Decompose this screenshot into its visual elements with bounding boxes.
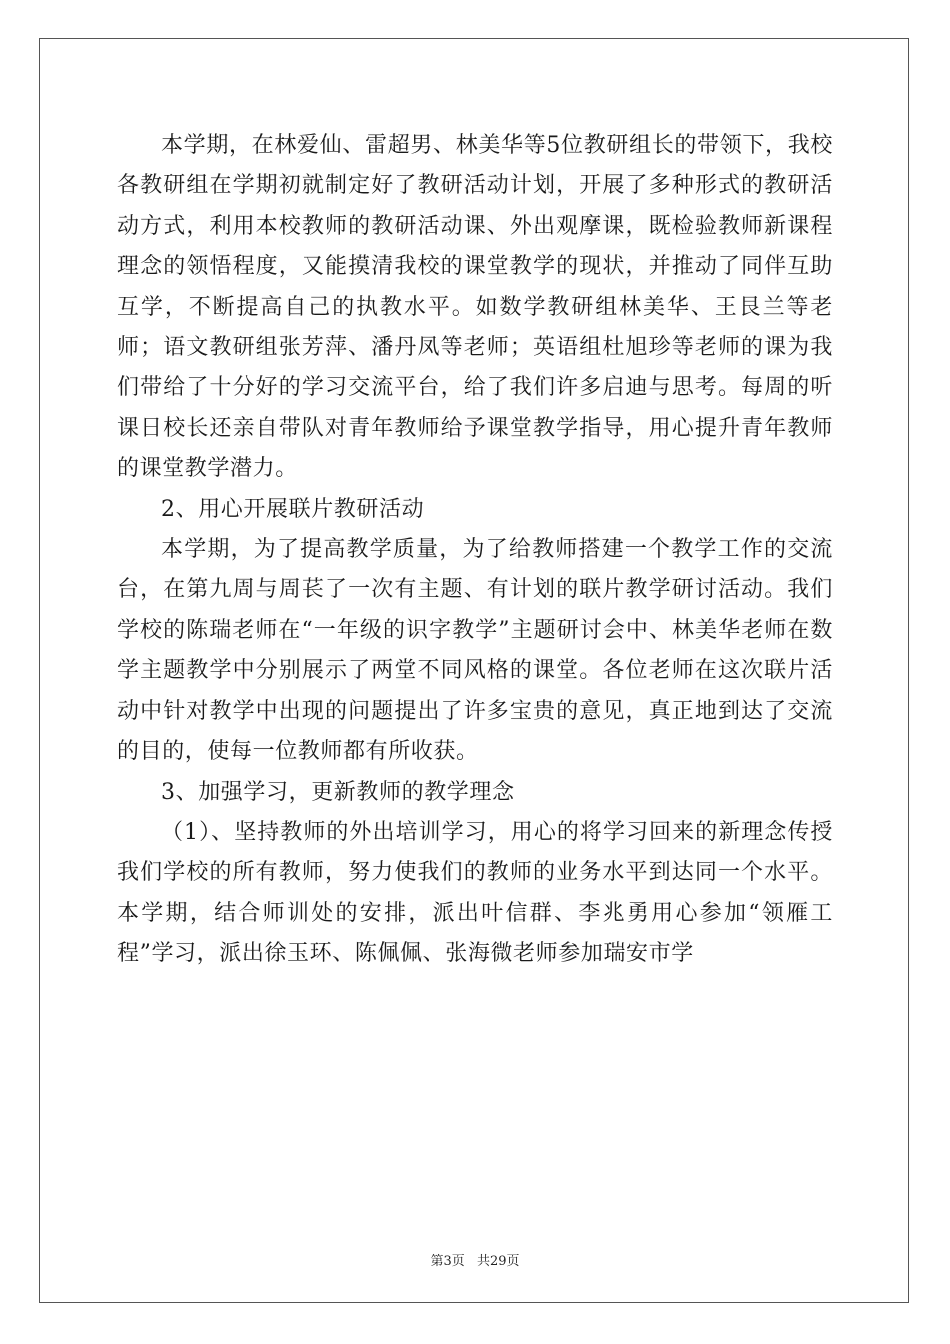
paragraph-teaching-research-groups: 本学期，在林爱仙、雷超男、林美华等5位教研组长的带领下，我校各教研组在学期初就制定好了教研活动计划，开展了多种形式的教研活动方式，利用本校教师的教研活动课、外出观摩课，既检验教师新课程理念的领悟程度，又能摸清我校的课堂教学的现状，并推动了同伴互助互学，不断提高自己的执教水平。如数学教研组林美华、王艮兰等老师；语文教研组张芳萍、潘丹凤等老师；英语组杜旭珍等老师的课为我们带给了十分好的学习交流平台，给了我们许多启迪与思考。每周的听课日校长还亲自带队对青年教师给予课堂教学指导，用心提升青年教师的课堂教学潜力。 — [117, 133, 833, 482]
heading-strengthen-learning: 3、加强学习，更新教师的教学理念 — [161, 779, 515, 805]
paragraph-external-training: （1）、坚持教师的外出培训学习，用心的将学习回来的新理念传授我们学校的所有教师，努力使我们的教师的业务水平到达同一个水平。本学期，结合师训处的安排，派出叶信群、李兆勇用心参加“领雁工程”学习，派出徐玉环、陈佩佩、张海微老师参加瑞安市学 — [117, 819, 833, 967]
heading-joint-research: 2、用心开展联片教研活动 — [161, 496, 425, 522]
paragraph-joint-research: 本学期，为了提高教学质量，为了给教师搭建一个教学工作的交流台，在第九周与周苌了一次有主题、有计划的联片教学研讨活动。我们学校的陈瑞老师在“一年级的识字教学”主题研讨会中、林美华老师在数学主题教学中分别展示了两堂不同风格的课堂。各位老师在这次联片活动中针对教学中出现的问题提出了许多宝贵的意见，真正地到达了交流的目的，使每一位教师都有所收获。 — [117, 537, 833, 765]
total-pages: 共29页 — [476, 1254, 520, 1269]
document-body — [117, 126, 833, 975]
page-number: 第3页 — [430, 1254, 465, 1269]
page-footer — [0, 1250, 950, 1269]
